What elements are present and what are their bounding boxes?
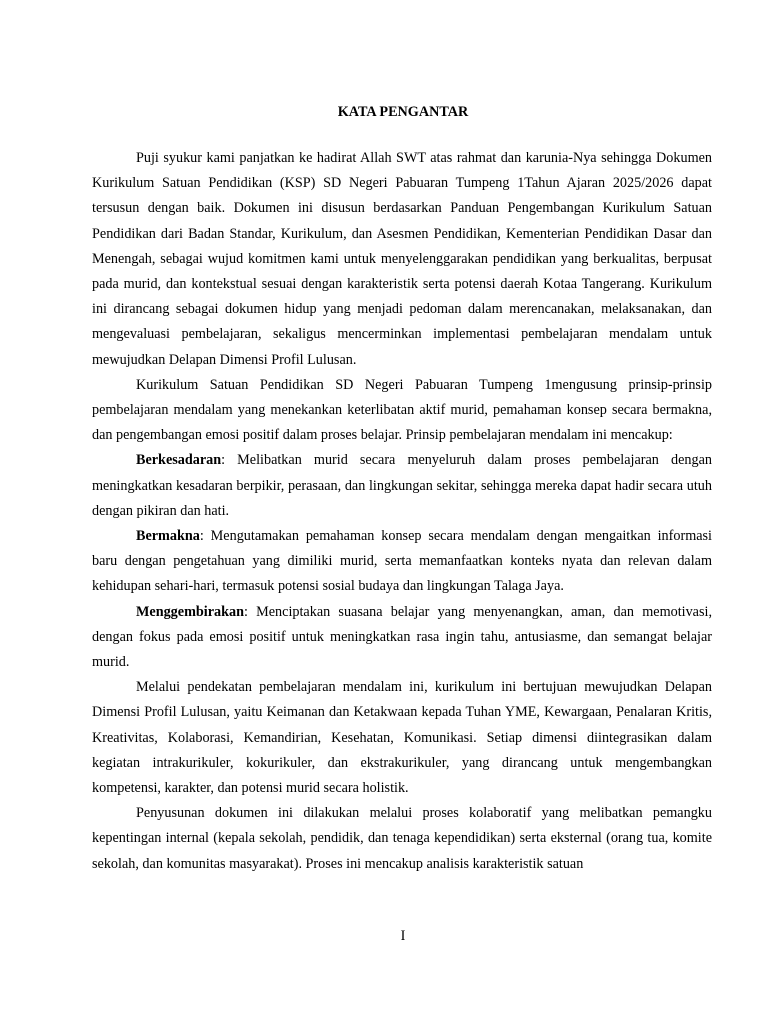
principle-term: Bermakna <box>136 528 200 545</box>
document-title: KATA PENGANTAR <box>337 104 469 120</box>
paragraph-bermakna <box>92 524 712 600</box>
principle-term: Berkesadaran <box>136 452 222 469</box>
principle-description: : Menciptakan suasana belajar yang menyenangkan, aman, dan memotivasi, dengan fokus pada emosi positif untuk meningkatkan rasa ingin tahu, antusiasme, dan semangat belajar murid. <box>92 603 712 671</box>
body-text <box>92 146 712 877</box>
paragraph-principles <box>92 373 712 449</box>
paragraph-text: Puji syukur kami panjatkan ke hadirat Allah SWT atas rahmat dan karunia-Nya sehingga Dokumen Kurikulum Satuan Pendidikan (KSP) SD Negeri Pabuaran Tumpeng 1Tahun Ajaran 2025/2026 dapat tersusun dengan baik. Dokumen ini disusun berdasarkan Panduan Pengembangan Kurikulum Satuan Pendidikan dari Badan Standar, Kurikulum, dan Asesmen Pendidikan, Kementerian Pendidikan Dasar dan Menengah, sebagai wujud komitmen kami untuk menyelenggarakan pendidikan yang berkualitas, berpusat pada murid, dan kontekstual sesuai dengan karakteristik serta potensi daerah Kotaa Tangerang. Kurikulum ini dirancang sebagai dokumen hidup yang menjadi pedoman dalam merencanakan, melaksanakan, dan mengevaluasi pembelajaran, sekaligus mencerminkan implementasi pembelajaran mendalam untuk mewujudkan Delapan Dimensi Profil Lulusan. <box>92 150 712 368</box>
paragraph-text: Kurikulum Satuan Pendidikan SD Negeri Pabuaran Tumpeng 1mengusung prinsip-prinsip pembelajaran mendalam yang menekankan keterlibatan aktif murid, pemahaman konsep secara bermakna, dan pengembangan emosi positif dalam proses belajar. Prinsip pembelajaran mendalam ini mencakup: <box>92 376 712 444</box>
paragraph-text: Melalui pendekatan pembelajaran mendalam ini, kurikulum ini bertujuan mewujudkan Delapan Dimensi Profil Lulusan, yaitu Keimanan dan Ketakwaan kepada Tuhan YME, Kewargaan, Penalaran Kritis, Kreativitas, Kolaborasi, Kemandirian, Kesehatan, Komunikasi. Setiap dimensi diintegrasikan dalam kegiatan intrakurikuler, kokurikuler, dan ekstrakurikuler, yang dirancang untuk mengembangkan kompetensi, karakter, dan potensi murid secara holistik. <box>92 679 712 797</box>
paragraph-intro <box>92 146 712 373</box>
principle-term: Menggembirakan <box>136 603 244 620</box>
paragraph-berkesadaran <box>92 448 712 524</box>
paragraph-text: Penyusunan dokumen ini dilakukan melalui proses kolaboratif yang melibatkan pemangku kepentingan internal (kepala sekolah, pendidik, dan tenaga kependidikan) serta eksternal (orang tua, komite sekolah, dan komunitas masyarakat). Proses ini mencakup analisis karakteristik satuan <box>92 805 712 872</box>
paragraph-collaborative-process <box>92 801 712 877</box>
paragraph-profile-dimensions <box>92 675 712 801</box>
principle-description: : Mengutamakan pemahaman konsep secara mendalam dengan mengaitkan informasi baru dengan pengetahuan yang dimiliki murid, serta memanfaatkan konteks nyata dan relevan dalam kehidupan sehari-hari, termasuk potensi sosial budaya dan lingkungan Talaga Jaya. <box>92 528 712 595</box>
page-number: I <box>400 928 406 944</box>
principle-description: : Melibatkan murid secara menyeluruh dalam proses pembelajaran dengan meningkatkan kesadaran berpikir, perasaan, dan lingkungan sekitar, sehingga mereka dapat hadir secara utuh dengan pikiran dan hati. <box>92 452 712 519</box>
paragraph-menggembirakan <box>92 600 712 676</box>
